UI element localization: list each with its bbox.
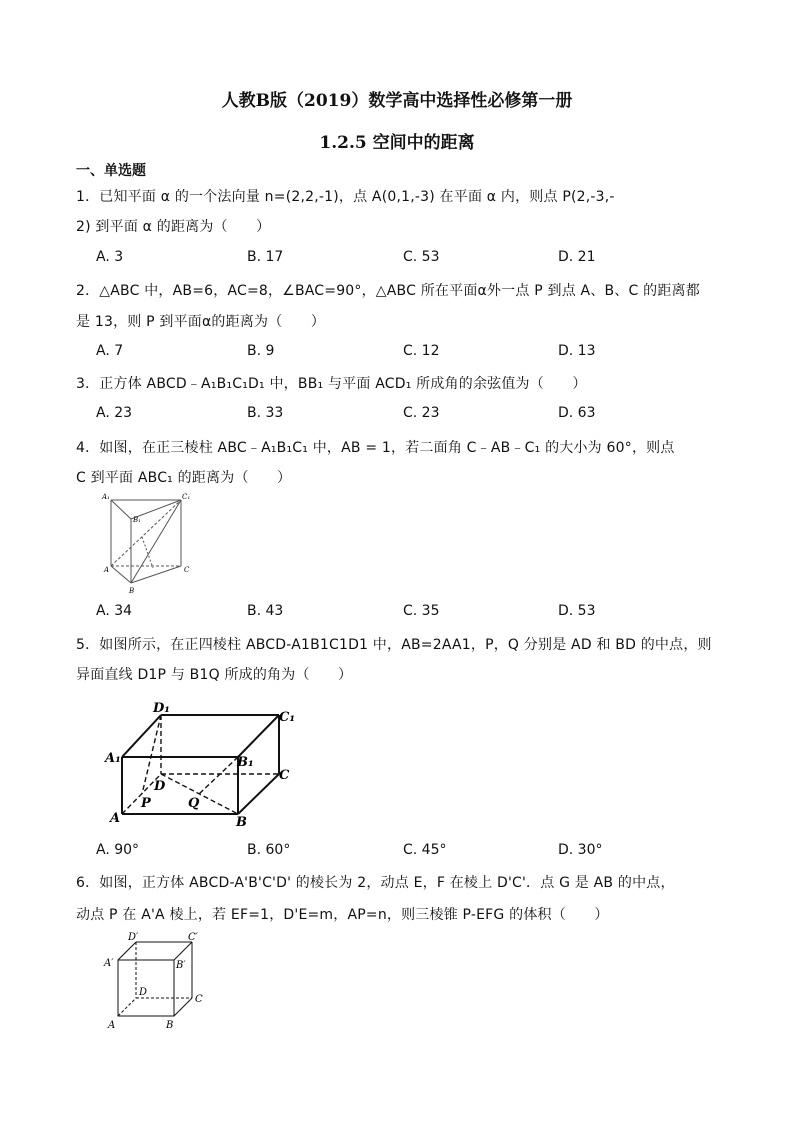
cuboid-figure xyxy=(104,698,304,830)
label-c: C xyxy=(184,566,190,574)
question-2-option-a[interactable]: A. 7 xyxy=(96,343,124,359)
question-3-option-b[interactable]: B. 33 xyxy=(247,405,284,421)
question-5-option-c[interactable]: C. 45° xyxy=(403,842,447,858)
label-b: B xyxy=(129,587,135,595)
label-b: B xyxy=(166,1020,174,1031)
label-a-prime: A′ xyxy=(104,958,114,969)
label-c: C xyxy=(195,994,203,1005)
question-4-line-2: C 到平面 ABC₁ 的距离为（ ） xyxy=(76,470,292,486)
question-4-option-c[interactable]: C. 35 xyxy=(403,603,440,619)
question-4-line-1: 4．如图，在正三棱柱 ABC﹣A₁B₁C₁ 中，AB = 1，若二面角 C﹣AB﹣C₁ 的大小为 60°，则点 xyxy=(76,440,675,456)
question-3-line-1: 3．正方体 ABCD﹣A₁B₁C₁D₁ 中，BB₁ 与平面 ACD₁ 所成角的余弦值为（ ） xyxy=(76,376,587,392)
label-b1: B₁ xyxy=(133,516,141,524)
question-4-option-b[interactable]: B. 43 xyxy=(247,603,284,619)
label-d-prime: D′ xyxy=(128,932,139,943)
label-d1: D₁ xyxy=(153,701,170,716)
question-2-option-d[interactable]: D. 13 xyxy=(558,343,596,359)
question-1-option-c[interactable]: C. 53 xyxy=(403,249,440,265)
label-a: A xyxy=(108,1020,116,1031)
label-d: D xyxy=(154,779,166,794)
label-b1: B₁ xyxy=(237,755,254,770)
label-p: P xyxy=(141,796,151,811)
question-1-option-b[interactable]: B. 17 xyxy=(247,249,284,265)
question-4-option-a[interactable]: A. 34 xyxy=(96,603,133,619)
question-1-option-a[interactable]: A. 3 xyxy=(96,249,124,265)
question-2-option-c[interactable]: C. 12 xyxy=(403,343,440,359)
question-2-line-2: 是 13，则 P 到平面α的距离为（ ） xyxy=(76,314,326,330)
question-6-line-2: 动点 P 在 A'A 棱上，若 EF=1，D'E=m，AP=n，则三棱锥 P-EFG 的体积（ ） xyxy=(76,907,609,923)
question-3-option-c[interactable]: C. 23 xyxy=(403,405,440,421)
question-5-line-1: 5．如图所示，在正四棱柱 ABCD-A1B1C1D1 中，AB=2AA1，P，Q 分别是 AD 和 BD 的中点，则 xyxy=(76,637,712,653)
prism-figure xyxy=(98,492,194,596)
question-3-option-d[interactable]: D. 63 xyxy=(558,405,596,421)
question-4-option-d[interactable]: D. 53 xyxy=(558,603,596,619)
question-5-line-2: 异面直线 D1P 与 B1Q 所成的角为（ ） xyxy=(76,667,353,683)
question-1-option-d[interactable]: D. 21 xyxy=(558,249,596,265)
question-3-option-a[interactable]: A. 23 xyxy=(96,405,133,421)
label-a: A xyxy=(110,811,121,826)
label-a: A xyxy=(104,566,110,574)
label-c: C xyxy=(279,768,290,783)
page-title: 人教B版（2019）数学高中选择性必修第一册 xyxy=(221,91,573,111)
question-5-option-b[interactable]: B. 60° xyxy=(247,842,291,858)
label-a1: A₁ xyxy=(105,751,121,766)
label-q: Q xyxy=(188,796,200,811)
label-b: B xyxy=(236,815,247,830)
question-5-option-a[interactable]: A. 90° xyxy=(96,842,140,858)
label-b-prime: B′ xyxy=(176,960,186,971)
label-d: D xyxy=(139,987,148,998)
question-1-line-2: 2) 到平面 α 的距离为（ ） xyxy=(76,219,271,235)
label-c1: C₁ xyxy=(182,493,191,501)
question-1-line-1: 1．已知平面 α 的一个法向量 n=(2,2,-1)，点 A(0,1,-3) 在平面 α 内，则点 P(2,-3,- xyxy=(76,189,615,205)
label-c1: C₁ xyxy=(279,710,296,725)
cube-figure xyxy=(102,930,214,1032)
question-2-line-1: 2．△ABC 中，AB=6，AC=8，∠BAC=90°，△ABC 所在平面α外一点 P 到点 A、B、C 的距离都 xyxy=(76,283,700,299)
label-c-prime: C′ xyxy=(188,932,198,943)
question-5-option-d[interactable]: D. 30° xyxy=(558,842,603,858)
section-heading: 一、单选题 xyxy=(76,163,146,179)
label-a1: A₁ xyxy=(102,493,110,501)
page-subtitle: 1.2.5 空间中的距离 xyxy=(319,133,475,153)
question-2-option-b[interactable]: B. 9 xyxy=(247,343,275,359)
question-6-line-1: 6．如图，正方体 ABCD-A'B'C'D' 的棱长为 2，动点 E，F 在棱上 D'C'．点 G 是 AB 的中点， xyxy=(76,875,675,891)
